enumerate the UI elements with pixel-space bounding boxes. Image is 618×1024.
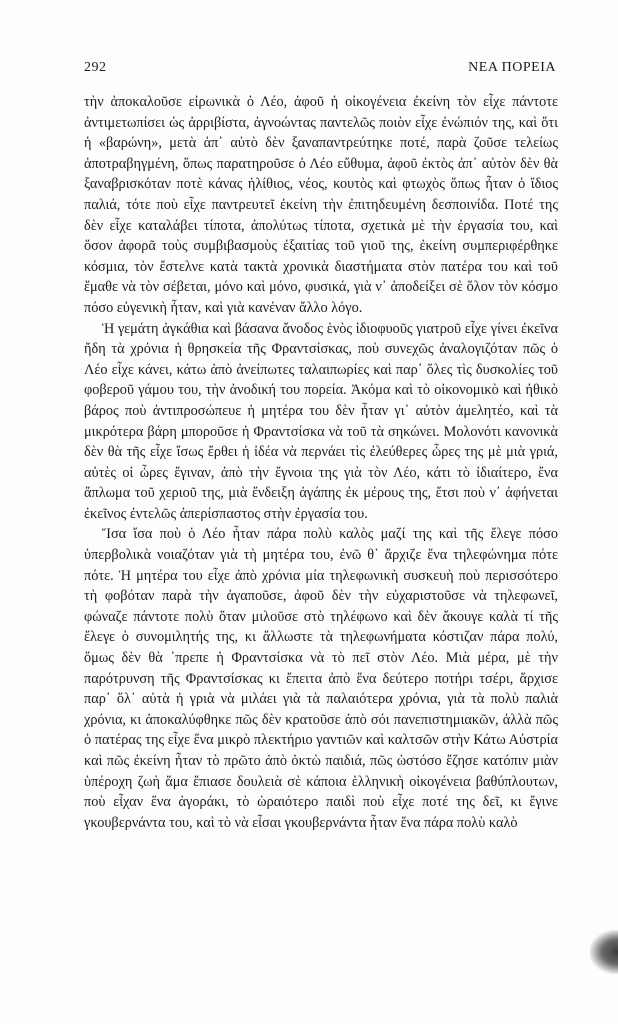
page-number: 292 — [84, 60, 107, 75]
page-edge-shadow — [590, 930, 618, 974]
paragraph: Ἡ γεμάτη ἀγκάθια καὶ βάσανα ἄνοδος ἑνὸς ἰδιοφυοῦς γιατροῦ εἶχε γίνει ἐκεῖνα ἤδη τὰ χρόνια ἡ θρησκεία τῆς Φραντσίσκας, ποὺ συνεχῶς ἀναλογιζόταν πῶς ὁ Λέο εἶχε κάνει, κάτω ἀπὸ ἀνείπωτες ταλαιπωρίες καὶ παρ᾽ ὅλες τὶς δυσκολίες τοῦ φοβεροῦ γάμου του, τὴν ἀνοδική του πορεία. Ἀκόμα καὶ τὸ οἰκονομικὸ καὶ ἠθικὸ βάρος ποὺ ἀντιπροσώπευε ἡ μητέρα του δὲν ἦταν γι᾽ αὐτὸν ἀμελητέο, καὶ τὰ μικρότερα βάρη μποροῦσε ἡ Φραντσίσκα νὰ τοῦ τὰ σηκώνει. Μολονότι κανονικὰ δὲν θὰ τῆς εἶχε ἴσως ἔρθει ἡ ἰδέα νὰ περνάει τὶς ἐλεύθερες ὧρες της μὲ μιὰ γριά, αὐτὲς οἱ ὧρες ἔγιναν, ἀπὸ τὴν ἔγνοια της γιὰ τὸν Λέο, κάτι τὸ ἰδιαίτερο, ἕνα ἄπλωμα τοῦ χεριοῦ της, μιὰ ἔνδειξη ἀγάπης ἐκ μέρους της, ἔτσι ποὺ ν᾽ ἀφήνεται ἐκεῖνος ἐντελῶς ἀπερίσπαστος στὴν ἐργασία του. — [84, 320, 558, 522]
running-title: ΝΕΑ ΠΟΡΕΙΑ — [468, 60, 556, 75]
paragraph: Ἴσα ἴσα ποὺ ὁ Λέο ἦταν πάρα πολὺ καλὸς μαζί της καὶ τῆς ἔλεγε πόσο ὑπερβολικὰ νοιαζόταν γιὰ τὴ μητέρα του, ἐνῶ θ᾽ ἄρχιζε ἕνα τηλεφώνημα πότε πότε. Ἡ μητέρα του εἶχε ἀπὸ χρόνια μία τηλεφωνικὴ συσκευὴ ποὺ περισσότερο τὴ φοβόταν παρὰ τὴν ἀγαποῦσε, ἀφοῦ δὲν τὴν εὐχαριστοῦσε νὰ τηλεφωνεῖ, φώναζε πάντοτε πολὺ ὅταν μιλοῦσε στὸ τηλέφωνο καὶ δὲν ἄκουγε καλὰ τί τῆς ἔλεγε ὁ συνομιλητής της, κι ἄλλωστε τὰ τηλεφωνήματα κόστιζαν πάρα πολύ, ὅμως δὲν θὰ ᾽πρεπε ἡ Φραντσίσκα νὰ τὸ πεῖ στὸν Λέο. Μιὰ μέρα, μὲ τὴν παρότρυνση τῆς Φραντσίσκας κι ἔπειτα ἀπὸ ἕνα δεύτερο ποτήρι τσέρι, ἄρχισε παρ᾽ ὅλ᾽ αὐτὰ ἡ γριὰ νὰ μιλάει γιὰ τὰ παλαιότερα χρόνια, γιὰ τὰ πολὺ παλιὰ χρόνια, κι ἀποκαλύφθηκε πῶς δὲν κρατοῦσε ἀπὸ σόι πανεπιστημιακῶν, ἀλλὰ πῶς ὁ πατέρας της εἶχε ἕνα μικρὸ πλεκτήριο γαντιῶν καὶ καλτσῶν στὴν Κάτω Αὐστρία καὶ πῶς ἐκείνη ἦταν τὸ πρῶτο ἀπὸ ὀκτὼ παιδιά, πῶς ὡστόσο ἔζησε κατόπιν μιὰν ὑπέροχη ζωὴ ἅμα ἔπιασε δουλειὰ σὲ κάποια ἑλληνικὴ οἰκογένεια βαθύπλουτων, ποὺ εἶχαν ἕνα ἀγοράκι, τὸ ὡραιότερο παιδὶ ποὺ εἶχε ποτέ της δεῖ, κι ἔγινε γκουβερνάντα του, καὶ τὸ νὰ εἶσαι γκουβερνάντα ἦταν ἕνα πάρα πολὺ καλὸ — [84, 526, 558, 831]
body-text — [84, 92, 558, 833]
paragraph: τὴν ἀποκαλοῦσε εἰρωνικὰ ὁ Λέο, ἀφοῦ ἡ οἰκογένεια ἐκείνη τὸν εἶχε πάντοτε ἀντιμετωπίσει ὡς ἀρριβίστα, ἀγνοώντας παντελῶς ποιὸν εἶχε ἐνώπιόν της, καὶ ὅτι ἡ «βαρώνη», μετὰ ἀπ᾽ αὐτὸ δὲν ξαναπαντρεύτηκε ποτέ, παρὰ ζοῦσε τελείως ἀποτραβηγμένη, ὅπως παρατηροῦσε ὁ Λέο εὔθυμα, ἀφοῦ ἐκτὸς ἀπ᾽ αὐτὸν δὲν θὰ ξαναβρισκόταν ποτὲ κάνας ἠλίθιος, νέος, κουτὸς καὶ φτωχὸς ὅπως ἦταν ὁ ἴδιος παλιά, τότε ποὺ εἶχε παντρευτεῖ ἐκείνη τὴν ἐπιτηδευμένη δεσποινίδα. Ποτέ της δὲν εἶχε καταλάβει τίποτα, ἀπολύτως τίποτα, σχετικὰ μὲ τὴν ἐργασία του, καὶ ὅσον ἀφορᾶ τοὺς συμβιβασμοὺς ἐξαιτίας τοῦ γιοῦ της, ἐκείνη συμπεριφέρθηκε κόσμια, τὸν ἔστελνε κατὰ τακτὰ χρονικὰ διαστήματα στὸν πατέρα του καὶ τοῦ ἔμαθε νὰ τὸν σέβεται, μόνο καὶ μόνο, φυσικά, γιὰ ν᾽ ἀποδείξει σὲ ὅλον τὸν κόσμο πόσο εὐγενικὴ ἦταν, καὶ γιὰ κανέναν ἄλλο λόγο. — [84, 94, 558, 316]
page-header — [84, 60, 556, 76]
